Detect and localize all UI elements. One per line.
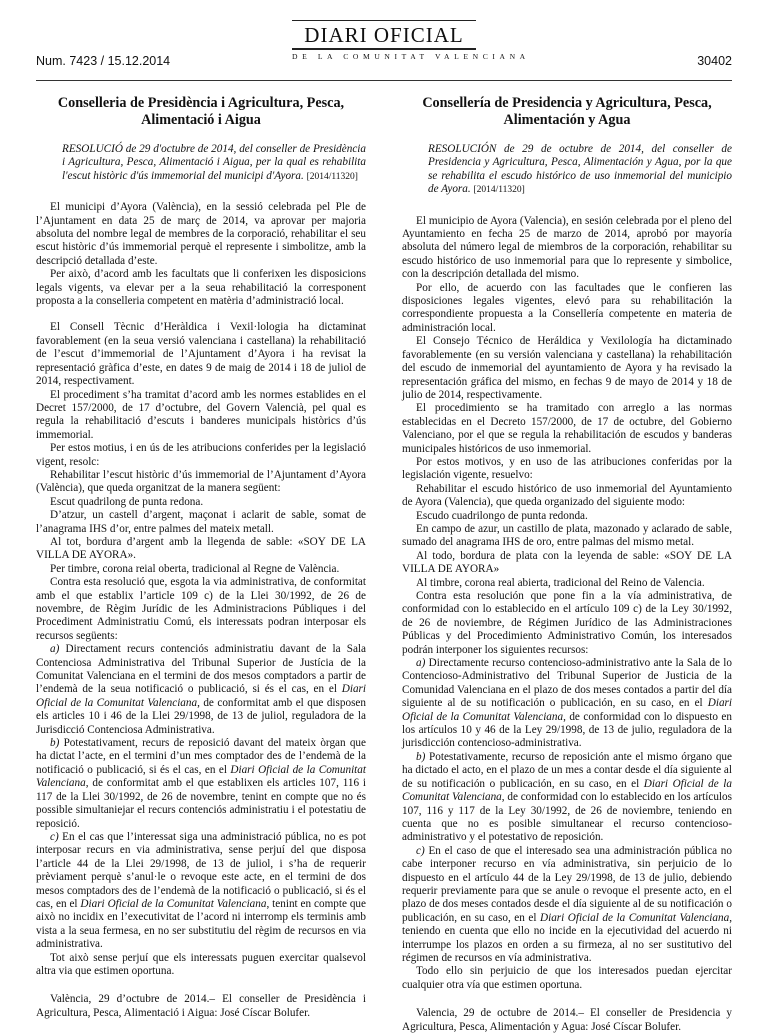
list-marker: a) — [416, 657, 426, 670]
text-run: , de conformitat amb el que disposen els articles 10 i 46 de la Llei 29/1998, de 13 de juliol, reguladora de la Jurisdicció Contenciosa Administrativa. — [36, 696, 366, 736]
gazette-name: Diari Oficial de la Comunitat Valenciana — [36, 683, 366, 709]
paragraph — [36, 643, 366, 737]
text-run: , teniendo en cuenta que ello no incide en la ejecutividad del acuerdo ni interrumpe los plazos en orden a su firmeza, al no ser sustitutivo del régimen de recursos en vía administrativa. — [402, 911, 732, 964]
text-run: Potestativament, recurs de reposició davant del mateix òrgan que ha dictat l’acte, en el termini d’un mes comptador des de l’endemà de la notificació o publicació, si és el cas, en el — [36, 737, 366, 776]
list-marker: b) — [50, 737, 60, 750]
gazette-name: Diari Oficial de la Comunitat Valenciana — [36, 763, 366, 790]
text-run: , de conformidad con lo establecido en los artículos 107, 116 y 117 de la Ley 30/1992, de 26 de noviembre, teniendo en cuenta que no es posible simultanear el recurso contencioso-administrativo y el potestativo de reposición. — [402, 791, 732, 844]
gazette-name: Diari Oficial de la Comunitat Valenciana — [540, 911, 730, 924]
resolution-heading — [36, 143, 366, 184]
page-number: 30402 — [697, 54, 732, 68]
text-run: , de conformitat amb el que establixen els articles 107, 116 i 117 de la Llei 30/1992, de 26 de novembre, tenint en compte que no és possible simultaniejar el recurs contenciós administratiu i el potestatiu de reposició. — [36, 777, 366, 830]
paragraph — [36, 737, 366, 831]
paragraph: Al tot, bordura d’argent amb la llegenda de sable: «SOY DE LA VILLA DE AYORA». — [36, 535, 366, 562]
list-marker: a) — [50, 643, 60, 656]
text-run: En el cas que l’interessat siga una administració pública, no es pot interposar recurs en via administrativa, sense perjuí del que disposa l’article 44 de la Llei 29/1998, de 13 de juliol, i s’ha de requerir prèviament perquè s’anul·le o revoque este acte, en el termini de dos mesos comptadors des de l’endemà de la notificació o publicació, si és el cas, en el — [36, 830, 366, 910]
paragraph: Por ello, de acuerdo con las facultades que le confieren las disposiciones legales vigentes, elevó para su rehabilitación la correspondiente propuesta a la Consellería competente en materia de administración local. — [402, 281, 732, 334]
header-divider — [36, 80, 732, 81]
paragraph — [36, 831, 366, 952]
resolution-code: [2014/11320] — [306, 171, 358, 182]
paragraph: El Consell Tècnic d’Heràldica i Vexil·lologia ha dictaminat favorablement (en la seua versió valenciana i castellana) la rehabilitació de l’escut d’immemorial de l’Ajuntament d’Ayora i ha revisat la representació gràfica d’este, en dates 9 de maig de 2014 i 18 de juliol de 2014, respectivament. — [36, 321, 366, 388]
paragraph: El procedimiento se ha tramitado con arreglo a las normas establecidas en el Decreto 157/2000, de 17 de octubre, del Gobierno Valenciano, por el que se regula la rehabilitación de escudos y banderas municipales históricos de uso inmemorial. — [402, 402, 732, 455]
paragraph: Escut quadrilong de punta redona. — [50, 495, 204, 508]
paragraph: El procediment s’ha tramitat d’acord amb les normes establides en el Decret 157/2000, de 17 d’octubre, del Govern Valencià, pel qual es regula la rehabilitació d’escuts i banderes municipals històrics d’ús immemorial. — [36, 388, 366, 441]
paragraph: Contra esta resolución que pone fin a la vía administrativa, de conformidad con lo establecido en el artículo 109 c) de la Ley 30/1992, de 26 de noviembre, de Régimen Jurídico de las Administraciones Públicas y del Procedimiento Administrativo Común, los interesados podrán interponer los siguientes recursos: — [402, 590, 732, 656]
resolution-text: RESOLUCIÓ de 29 d'octubre de 2014, del conseller de Presidència i Agricultura, Pesca, Alimentació i Aigua, per la qual es rehabilita l'escut històric d'ús immemorial del municipi d'Ayora. — [62, 143, 366, 182]
resolution-code: [2014/11320] — [473, 185, 525, 196]
paragraph: Al timbre, corona real abierta, tradicional del Reino de Valencia. — [416, 576, 705, 589]
paragraph: Al todo, bordura de plata con la leyenda de sable: «SOY DE LA VILLA DE AYORA» — [402, 549, 732, 576]
logo-title: DIARI OFICIAL — [292, 20, 476, 47]
paragraph: Rehabilitar el escudo histórico de uso inmemorial del Ayuntamiento de Ayora (Valencia), que queda organizado del siguiente modo: — [402, 482, 732, 509]
paragraph: Contra esta resolució que, esgota la via administrativa, de conformitat amb el que establix l’article 109 c) de la Llei 30/1992, de 26 de novembre, de Règim Jurídic de les Administracions Públiques i del Procediment Administratiu Comú, els interessats podran interposar els recursos següents: — [36, 576, 366, 642]
department-title: Consellería de Presidencia y Agricultura, Pesca, Alimentación y Agua — [422, 95, 712, 128]
spanish-column — [402, 95, 732, 1034]
paragraph: Per això, d’acord amb les facultats que li conferixen les disposicions legals vigents, va elevar per a la seua rehabilitació la corresponent proposta a la conselleria competent en matèria d’administració local. — [36, 268, 366, 308]
paragraph: En campo de azur, un castillo de plata, mazonado y aclarado de sable, sumado del anagrama IHS de oro, entre palmas del mismo metal. — [402, 522, 732, 549]
resolution-body — [36, 201, 366, 1020]
logo-subtitle: DE LA COMUNITAT VALENCIANA — [292, 52, 530, 61]
text-run: Directamente recurso contencioso-administrativo ante la Sala de lo Contencioso-Administrativo del Tribunal Superior de Justicia de la Comunidad Valenciana en el plazo de dos meses contados a partir del día siguiente al de su notificación o publicación, en su caso, en el — [402, 657, 732, 710]
paragraph: El Consejo Técnico de Heráldica y Vexilología ha dictaminado favorablemente (en su versión valenciana y castellana) la rehabilitación del escudo de inmemorial del ayuntamiento de Ayora y ha revisado la representación gráfica del mismo, en fechas 9 de mayo de 2014 y 18 de julio de 2014, respectivamente. — [402, 335, 732, 401]
department-title: Conselleria de Presidència i Agricultura, Pesca, Alimentació i Aigua — [57, 95, 345, 128]
paragraph: Per estos motius, i en ús de les atribucions conferides per la legislació vigent, resolc: — [36, 442, 366, 468]
signature: València, 29 d’octubre de 2014.– El conseller de Presidència i Agricultura, Pesca, Alimentació i Aigua: José Císcar Bolufer. — [36, 993, 366, 1019]
resolution-body — [402, 215, 732, 1034]
paragraph: Escudo cuadrilongo de punta redonda. — [416, 509, 588, 522]
text-run: Potestativamente, recurso de reposición ante el mismo órgano que ha dictado el acto, en el plazo de un mes a contar desde el día siguiente al de su notificación o publicación, en su caso, en el — [402, 750, 732, 790]
gazette-name: Diari Oficial de la Comunitat Valenciana — [402, 697, 732, 723]
list-marker: c) — [50, 830, 59, 843]
valencian-column — [36, 95, 366, 1020]
text-run: Directament recurs contenciós administratiu davant de la Sala Contenciosa Administrativa del Tribunal Superior de Justícia de la Comunitat Valenciana en el termini de dos mesos comptadors a partir de l’endemà de la seua notificació o publicació, si és el cas, en el — [36, 643, 366, 696]
paragraph: Tot això sense perjuí que els interessats puguen exercitar qualsevol altra via que estimen oportuna. — [36, 951, 366, 977]
text-run: , de conformidad con lo dispuesto en los artículos 10 y 46 de la Ley 29/1998, de 13 de julio, reguladora de la jurisdicción contencioso-administrativa. — [402, 710, 732, 750]
gazette-name: Diari Oficial de la Comunitat Valenciana — [80, 897, 267, 910]
paragraph: Per timbre, corona reial oberta, tradicional al Regne de València. — [50, 562, 340, 575]
paragraph: Por estos motivos, y en uso de las atribuciones conferidas por la legislación vigente, resuelvo: — [402, 455, 732, 482]
list-marker: b) — [416, 750, 426, 763]
paragraph — [402, 751, 732, 845]
signature: Valencia, 29 de octubre de 2014.– El conseller de Presidencia y Agricultura, Pesca, Alimentación y Agua: José Císcar Bolufer. — [402, 1007, 732, 1033]
text-run: En el caso de que el interesado sea una administración pública no cabe interponer recurso en vía administrativa, sin perjuicio de lo dispuesto en el artículo 44 de la Ley 29/1998, de 13 de julio, debiendo requerir previamente para que se anule o revoque el presente acto, en el plazo de dos meses contados desde el día siguiente al de su notificación o publicación, en su caso, en el — [402, 844, 732, 924]
list-marker: c) — [416, 844, 425, 857]
paragraph — [402, 845, 732, 966]
gazette-logo — [292, 20, 530, 61]
gazette-name: Diari Oficial de la Comunitat Valenciana — [402, 777, 732, 804]
paragraph: El municipi d’Ayora (València), en la sessió celebrada pel Ple de l’Ajuntament en data 25 de març de 2014, va aprovar per majoria absoluta del nombre legal de membres de la corporació, rehabilitar el seu escut històric d’ús immemorial perquè el represente i simbolitze, amb la descripció detallada d’este. — [36, 201, 366, 267]
paragraph: Rehabilitar l’escut històric d’ús immemorial de l’Ajuntament d’Ayora (València), que queda organitzat de la manera següent: — [36, 468, 366, 495]
page-header — [36, 20, 732, 80]
paragraph — [402, 657, 732, 751]
paragraph: Todo ello sin perjuicio de que los interesados puedan ejercitar cualquier otra vía que estimen oportuna. — [402, 965, 732, 991]
resolution-heading — [402, 143, 732, 198]
paragraph: El municipio de Ayora (Valencia), en sesión celebrada por el pleno del Ayuntamiento en fecha 25 de marzo de 2014, aprobó por mayoría absoluta del número legal de miembros de la corporación, rehabilitar su escudo histórico de uso inmemorial para que lo represente y simbolice, con la descripción detallada del mismo. — [402, 214, 732, 281]
text-run: , tenint en compte que això no incidix en l’executivitat de l’acord ni interromp els terminis amb vista a la seua fermesa, en no ser substitutiu del règim de recursos en via administrativa. — [36, 897, 366, 951]
issue-number: Num. 7423 / 15.12.2014 — [36, 54, 171, 68]
paragraph: D’atzur, un castell d’argent, maçonat i aclarit de sable, somat de l’anagrama IHS d’or, entre palmes del mateix metall. — [36, 509, 366, 535]
resolution-text: RESOLUCIÓN de 29 de octubre de 2014, del conseller de Presidencia y Agricultura, Pesca, Alimentación y Agua, por la que se rehabilita el escudo histórico de uso inmemorial del municipio de Ayora. — [428, 143, 732, 196]
